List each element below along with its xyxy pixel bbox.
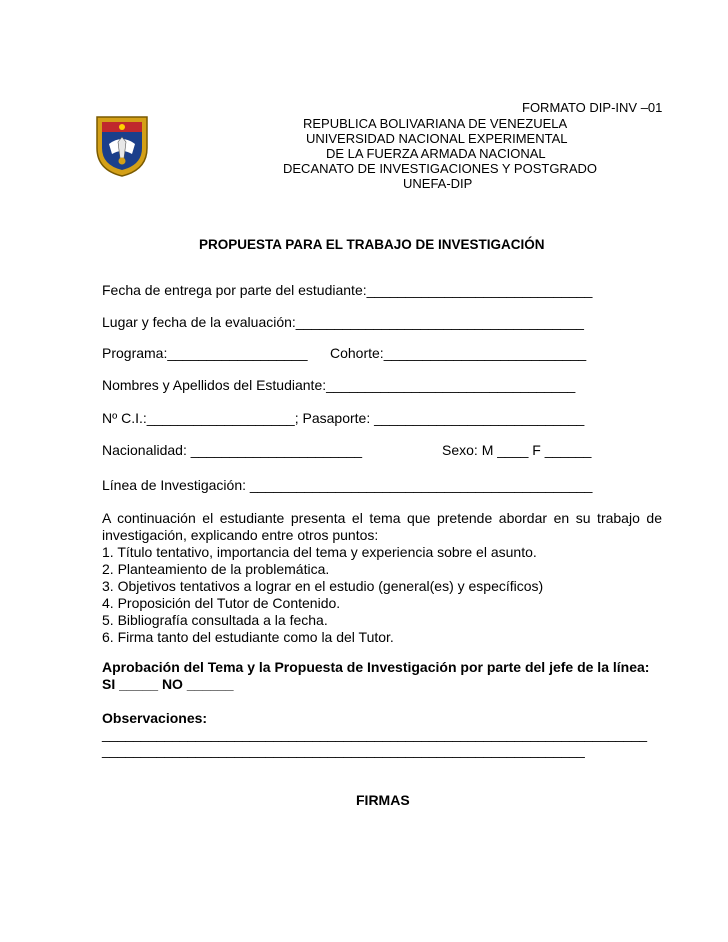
list-item: 3. Objetivos tentativos a lograr en el estudio (general(es) y específicos) [102, 578, 544, 594]
page-title: PROPUESTA PARA EL TRABAJO DE INVESTIGACIÓN [199, 237, 545, 252]
formato-code: FORMATO DIP-INV –01 [522, 100, 663, 115]
observaciones-label: Observaciones: [102, 710, 208, 726]
fecha-entrega-field[interactable]: Fecha de entrega por parte del estudiante:_____________________________ [102, 282, 593, 298]
header-line-1: REPUBLICA BOLIVARIANA DE VENEZUELA [303, 116, 568, 131]
list-item: 5. Bibliografía consultada a la fecha. [102, 612, 328, 628]
intro-line-2: investigación, explicando entre otros puntos: [102, 527, 379, 543]
header-line-4: DECANATO DE INVESTIGACIONES Y POSTGRADO [283, 161, 597, 176]
university-crest-icon [94, 114, 150, 178]
programa-field[interactable]: Programa:__________________ [102, 345, 308, 361]
header-line-2: UNIVERSIDAD NACIONAL EXPERIMENTAL [306, 131, 568, 146]
linea-investigacion-field[interactable]: Línea de Investigación: ____________________________________________ [102, 477, 593, 493]
list-item: 1. Título tentativo, importancia del tema y experiencia sobre el asunto. [102, 544, 537, 560]
ci-pasaporte-field[interactable]: Nº C.I.:___________________; Pasaporte: ___________________________ [102, 410, 585, 426]
observaciones-line-1[interactable]: ______________________________________________________________________ [102, 726, 648, 742]
list-item: 6. Firma tanto del estudiante como la del Tutor. [102, 629, 394, 645]
intro-line-1: A continuación el estudiante presenta el tema que pretende abordar en su trabajo de [102, 510, 662, 526]
lugar-fecha-field[interactable]: Lugar y fecha de la evaluación:_____________________________________ [102, 314, 584, 330]
body-section [102, 510, 662, 646]
header-line-3: DE LA FUERZA ARMADA NACIONAL [326, 146, 546, 161]
firmas-heading: FIRMAS [356, 792, 410, 808]
sexo-field[interactable]: Sexo: M ____ F ______ [442, 442, 592, 458]
nombres-field[interactable]: Nombres y Apellidos del Estudiante:________________________________ [102, 377, 576, 393]
cohorte-field[interactable]: Cohorte:__________________________ [330, 345, 587, 361]
header-line-5: UNEFA-DIP [403, 176, 473, 191]
aprobacion-label: Aprobación del Tema y la Propuesta de Investigación por parte del jefe de la línea: [102, 659, 650, 675]
observaciones-line-2[interactable]: ______________________________________________________________ [102, 742, 585, 758]
nacionalidad-field[interactable]: Nacionalidad: ______________________ [102, 442, 363, 458]
aprobacion-si-no-field[interactable]: SI _____ NO ______ [102, 676, 234, 692]
list-item: 2. Planteamiento de la problemática. [102, 561, 330, 577]
list-item: 4. Proposición del Tutor de Contenido. [102, 595, 341, 611]
